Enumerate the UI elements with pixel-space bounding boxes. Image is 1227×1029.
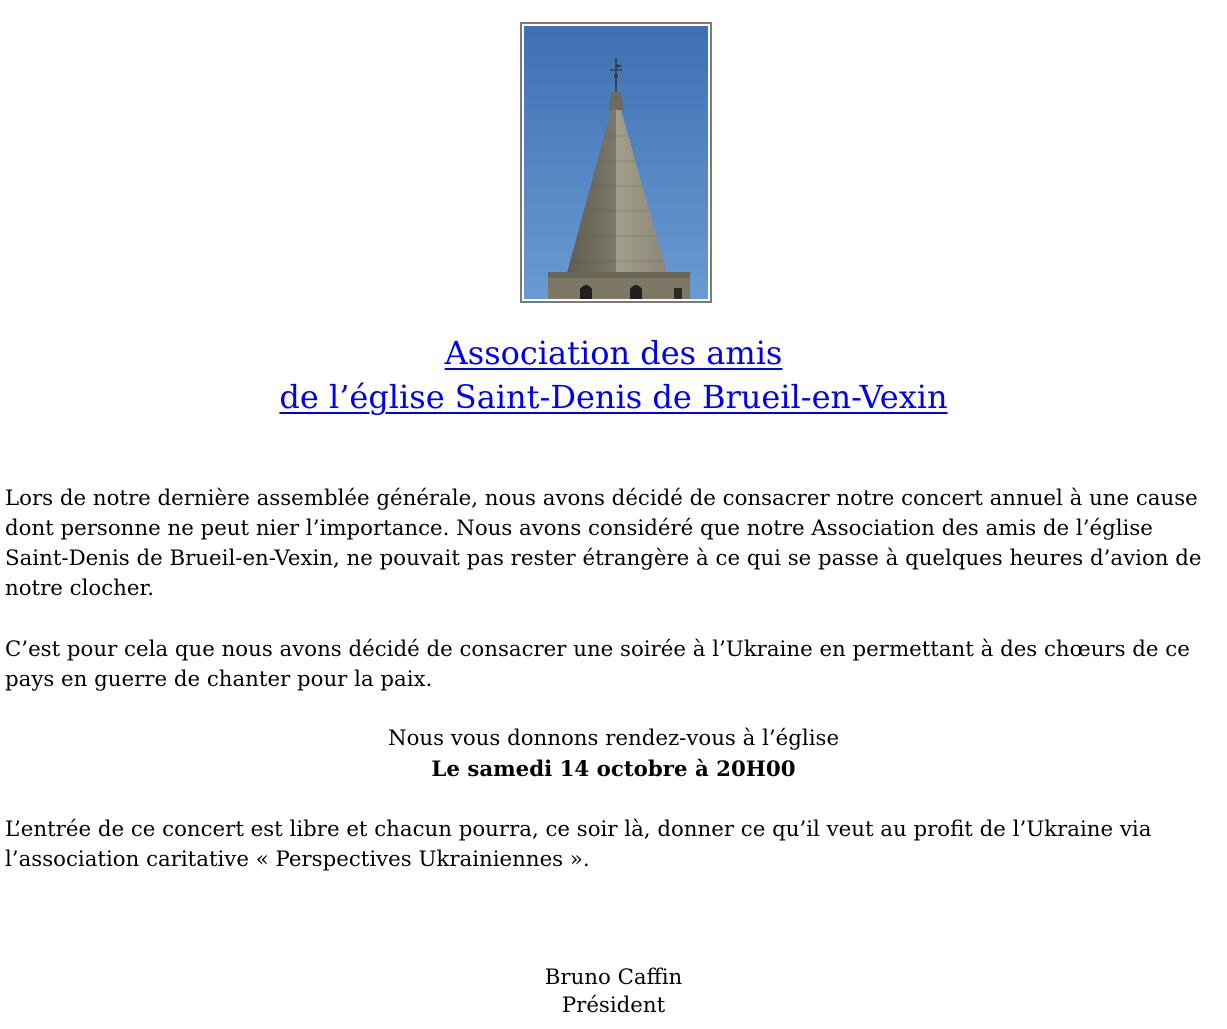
signature-title: Président <box>561 993 666 1018</box>
association-title-line-1[interactable]: Association des amis <box>444 334 783 372</box>
intro-paragraph: Lors de notre dernière assemblée générale, nous avons décidé de consacrer notre concert annuel à une cause dont personne ne peut nier l’importance. Nous avons considéré que notre Association des amis de l’église Saint-Denis de Brueil-en-Vexin, ne pouvait pas rester étrangère à ce qui se passe à quelques heures d’avion de notre clocher. <box>5 486 1202 601</box>
rendezvous-line: Nous vous donnons rendez-vous à l’église <box>387 726 840 751</box>
steeple-illustration <box>524 26 708 299</box>
concert-date: Le samedi 14 octobre à 20H00 <box>431 757 796 782</box>
association-title-line-2[interactable]: de l’église Saint-Denis de Brueil-en-Vexin <box>279 378 948 416</box>
entry-paragraph: L’entrée de ce concert est libre et chacun pourra, ce soir là, donner ce qu’il veut au profit de l’Ukraine via l’association caritative « Perspectives Ukrainiennes ». <box>5 817 1152 872</box>
church-steeple-photo <box>520 22 712 303</box>
signature-name: Bruno Caffin <box>544 965 683 990</box>
ukraine-paragraph: C’est pour cela que nous avons décidé de consacrer une soirée à l’Ukraine en permettant à des chœurs de ce pays en guerre de chanter pour la paix. <box>5 637 1190 692</box>
